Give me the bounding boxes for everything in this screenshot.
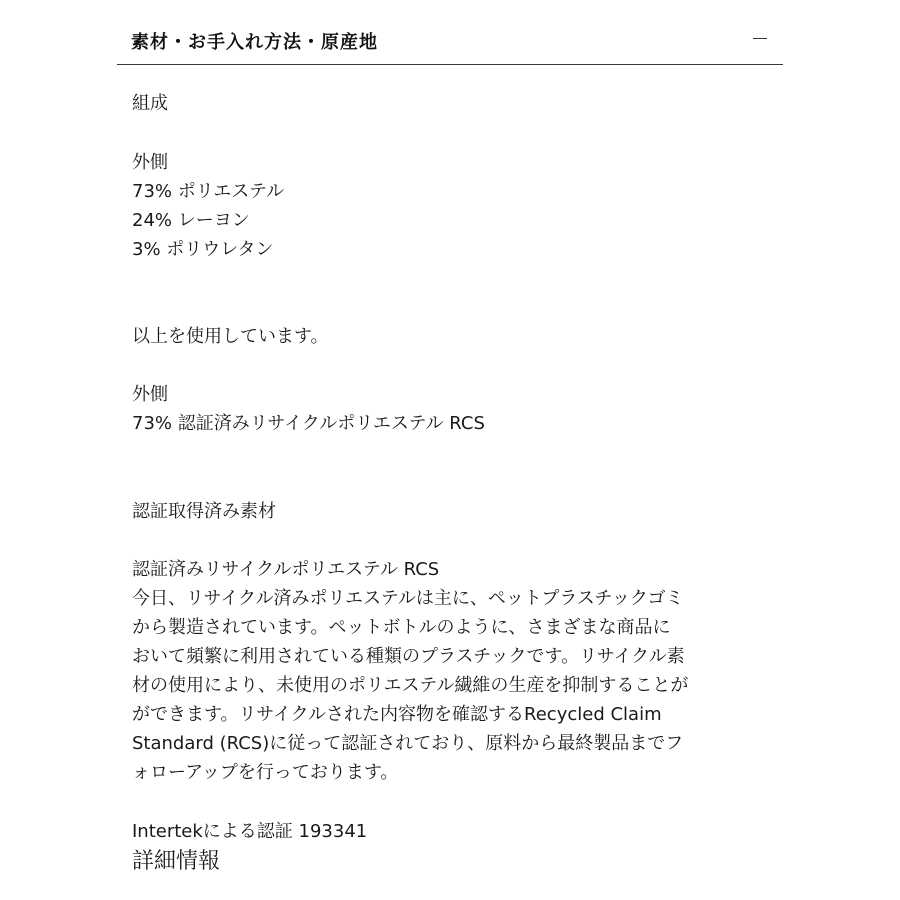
accordion-title: 素材・お手入れ方法・原産地 [131, 32, 378, 53]
description-line: 今日、リサイクル済みポリエステルは主に、ペットプラスチックゴミ [132, 588, 684, 609]
description-line: から製造されています。ペットボトルのように、さまざまな商品に [132, 617, 671, 638]
description-line: 材の使用により、未使用のポリエステル繊維の生産を抑制することが [132, 675, 689, 696]
composition-heading: 組成 [132, 93, 168, 114]
description-line: Standard (RCS)に従って認証されており、原料から最終製品までフ [132, 733, 684, 754]
recycled-item: 73% 認証済みリサイクルポリエステル RCS [132, 413, 485, 434]
composition-item: 3% ポリウレタン [132, 239, 274, 260]
composition-item: 24% レーヨン [132, 210, 250, 231]
composition-item: 73% ポリエステル [132, 181, 285, 202]
description-line: おいて頻繁に利用されている種類のプラスチックです。リサイクル素 [132, 646, 685, 667]
recycled-outer-label: 外側 [132, 384, 168, 405]
accordion-header[interactable] [117, 18, 783, 65]
certified-subheading: 認証済みリサイクルポリエステル RCS [132, 559, 440, 580]
description-line: ォローアップを行っております。 [132, 762, 399, 783]
details-link[interactable]: 詳細情報 [132, 849, 221, 874]
description-line: ができます。リサイクルされた内容物を確認するRecycled Claim [132, 704, 662, 725]
usage-note: 以上を使用しています。 [132, 326, 329, 347]
minus-icon[interactable] [753, 38, 767, 39]
certified-description [132, 584, 772, 787]
certified-heading: 認証取得済み素材 [132, 501, 276, 522]
certification-number: Intertekによる認証 193341 [132, 821, 368, 842]
outer-label: 外側 [132, 152, 168, 173]
